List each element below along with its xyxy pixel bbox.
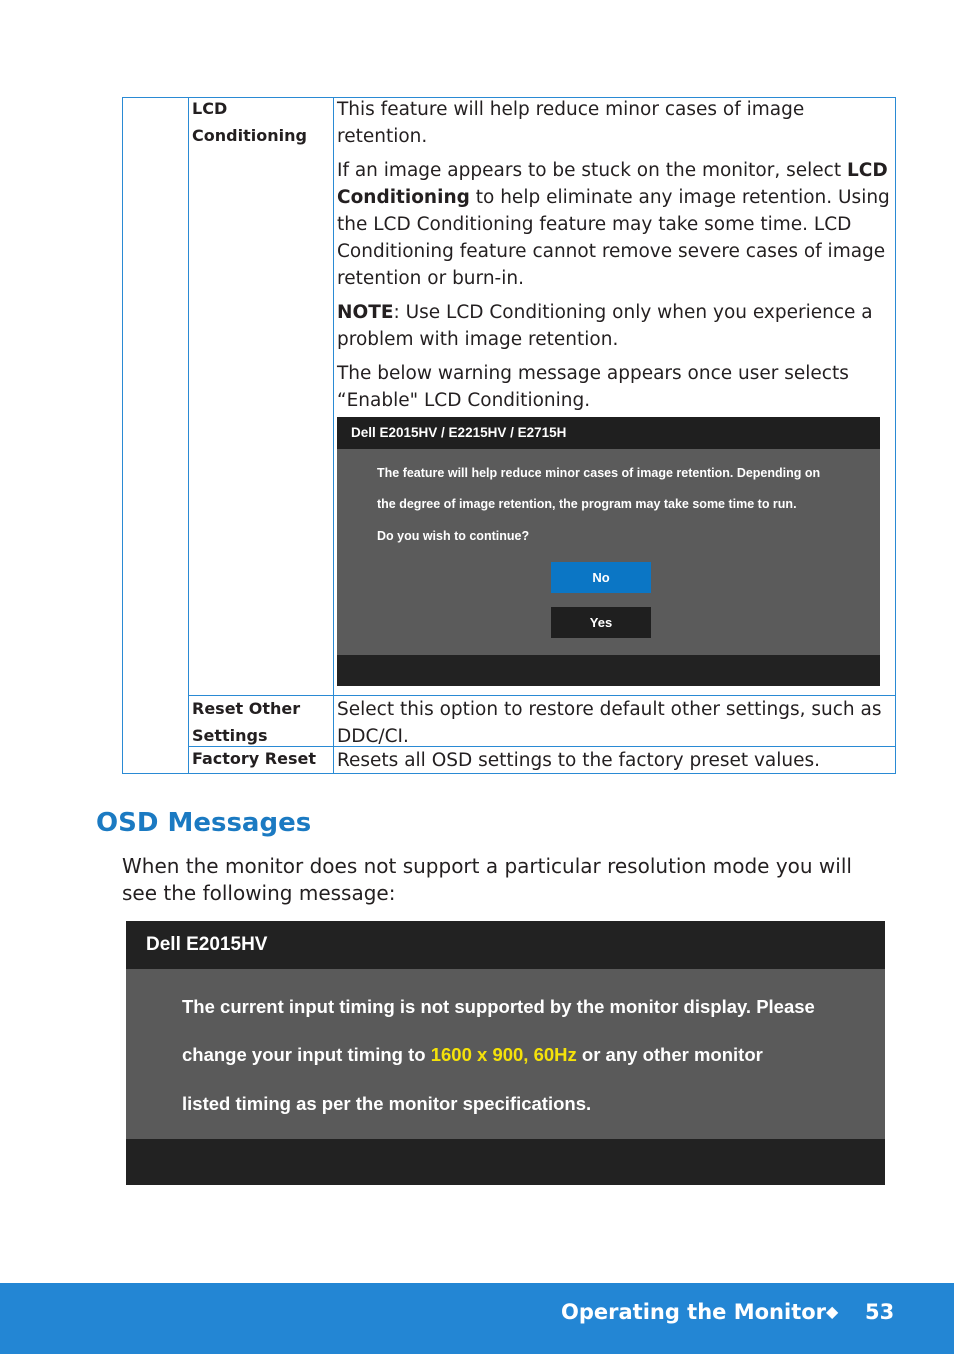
- label-line: Conditioning: [192, 126, 307, 145]
- dialog-message-line: The current input timing is not supported by the monitor display. Please: [182, 996, 815, 1017]
- dialog-title-bar: [126, 921, 885, 969]
- diamond-icon: ◆: [826, 1302, 839, 1321]
- column-divider: [333, 98, 334, 773]
- lcd-conditioning-label: [192, 95, 307, 149]
- column-divider: [188, 98, 189, 773]
- reset-other-settings-label: [192, 695, 300, 749]
- factory-reset-description: Resets all OSD settings to the factory preset values.: [337, 750, 821, 771]
- dialog-message-line: the degree of image retention, the program may take some time to run.: [377, 497, 797, 511]
- dialog-message-line: The feature will help reduce minor cases of image retention. Depending on: [377, 466, 821, 480]
- paragraph: [337, 157, 897, 292]
- text: or any other monitor: [576, 1044, 763, 1065]
- dialog-title: Dell E2015HV: [146, 934, 268, 955]
- paragraph: The below warning message appears once user selects “Enable" LCD Conditioning.: [337, 363, 849, 411]
- text: If an image appears to be stuck on the monitor, select: [337, 160, 847, 181]
- unsupported-timing-dialog: [126, 921, 885, 1185]
- factory-reset-label: Factory Reset: [192, 749, 316, 768]
- section-body: When the monitor does not support a particular resolution mode you will see the following message:: [122, 854, 852, 905]
- paragraph: This feature will help reduce minor cases of image retention.: [337, 99, 805, 147]
- dialog-message-line: [182, 1044, 763, 1066]
- text: : Use LCD Conditioning only when you experience a problem with image retention.: [337, 302, 873, 350]
- yes-button[interactable]: Yes: [551, 607, 651, 638]
- lcd-conditioning-warning-dialog: [337, 417, 880, 686]
- dialog-message-line: Do you wish to continue?: [377, 529, 530, 543]
- note-label: NOTE: [337, 302, 394, 323]
- section-heading: OSD Messages: [96, 808, 312, 838]
- text: to help eliminate any image retention. Using the LCD Conditioning feature may take some time. LCD Conditioning feature cannot remove severe cases of image retention or burn-in.: [337, 187, 890, 289]
- label-line: LCD: [192, 99, 228, 118]
- emphasis: LCD Conditioning: [337, 160, 888, 208]
- dialog-footer-bar: [337, 655, 880, 686]
- lcd-conditioning-description: [337, 96, 897, 421]
- dialog-title-bar: [337, 417, 880, 449]
- page-footer: [0, 1283, 954, 1354]
- reset-other-settings-description: Select this option to restore default other settings, such as DDC/CI.: [337, 699, 882, 747]
- recommended-resolution: 1600 x 900, 60Hz: [430, 1044, 577, 1065]
- label-line: Reset Other: [192, 699, 301, 718]
- dialog-message-line: listed timing as per the monitor specifications.: [182, 1093, 592, 1114]
- no-button[interactable]: No: [551, 562, 651, 593]
- page-number: 53: [865, 1300, 895, 1324]
- dialog-title: Dell E2015HV / E2215HV / E2715H: [351, 425, 567, 440]
- footer-title: Operating the Monitor: [561, 1300, 827, 1324]
- paragraph: [337, 299, 897, 353]
- dialog-footer-bar: [126, 1139, 885, 1185]
- label-line: Settings: [192, 726, 268, 745]
- text: change your input timing to: [182, 1044, 431, 1065]
